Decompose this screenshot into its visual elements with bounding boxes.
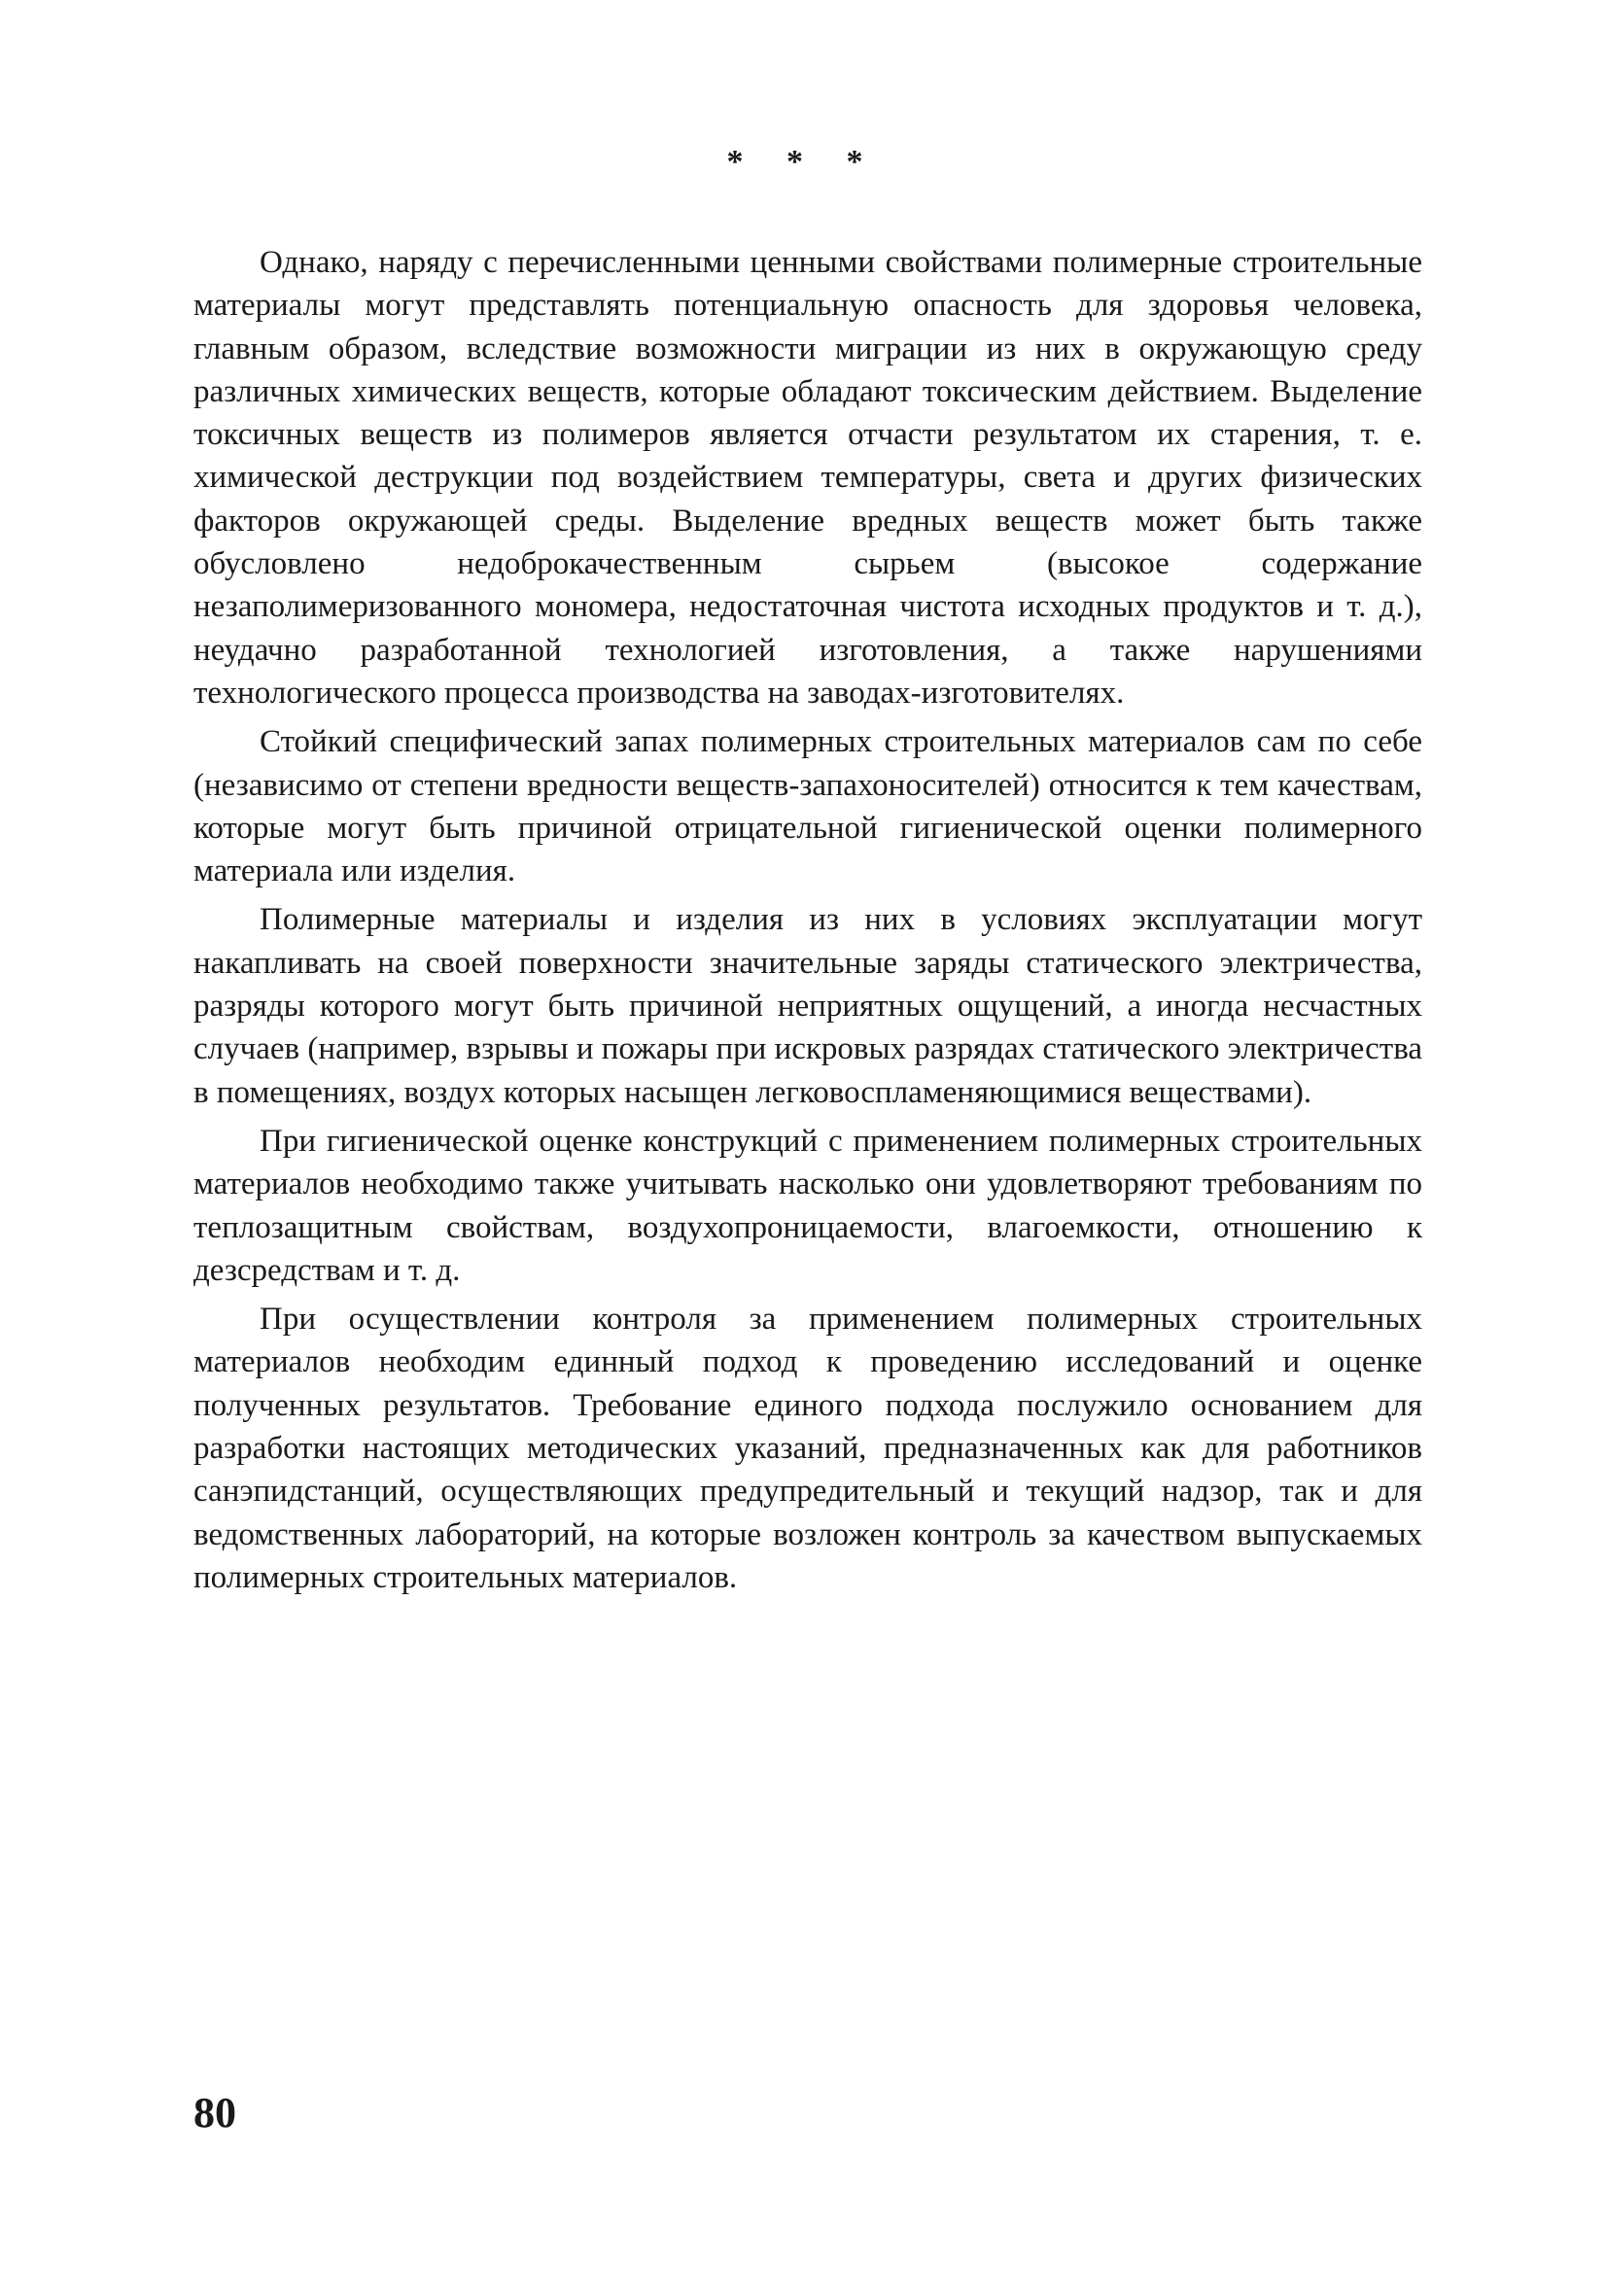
section-separator: * * * [726, 144, 881, 180]
paragraph-2: Стойкий специфический запах полимерных строительных материалов сам по себе (независимо от степени вредности веществ-запахоносителей) относится к тем качествам, которые могут быть причиной отрицательной гигиенической оценки полимерного материала или изделия. [193, 724, 1422, 889]
paragraph-1: Однако, наряду с перечисленными ценными свойствами полимерные строительные материалы могут представлять потенциальную опасность для здоровья человека, главным образом, вследствие возможности миграции из них в окружающую среду различных химических веществ, которые обладают токсическим действием. Выделение токсичных веществ из полимеров является отчасти результатом их старения, т. е. химической деструкции под воздействием температуры, света и других физических факторов окружающей среды. Выделение вредных веществ может быть также обусловлено недоброкачественным сырьем (высокое содержание незаполимеризованного мономера, недостаточная чистота исходных продуктов и т. д.), неудачно разработанной технологией изготовления, а также нарушениями технологического процесса производства на заводах-изготовителях. [193, 245, 1422, 711]
paragraph-5: При осуществлении контроля за применением полимерных строительных материалов необходим единный подход к проведению исследований и оценке полученных результатов. Требование единого подхода послужило основанием для разработки настоящих методических указаний, предназначенных как для работников санэпидстанций, осуществляющих предупредительный и текущий надзор, так и для ведомственных лабораторий, на которые возложен контроль за качеством выпускаемых полимерных строительных материалов. [193, 1302, 1422, 1595]
page-number: 80 [193, 2089, 236, 2137]
paragraph-3: Полимерные материалы и изделия из них в условиях эксплуатации могут накапливать на своей поверхности значительные заряды статического электричества, разряды которого могут быть причиной неприятных ощущений, а иногда несчастных случаев (например, взрывы и пожары при искровых разрядах статического электричества в помещениях, воздух которых насыщен легковоспламеняющимися веществами). [193, 902, 1422, 1110]
paragraph-4: При гигиенической оценке конструкций с применением полимерных строительных материалов необходимо также учитывать насколько они удовлетворяют требованиям по теплозащитным свойствам, воздухопроницаемости, влагоемкости, отношению к дезсредствам и т. д. [193, 1123, 1422, 1288]
body-text [193, 241, 1422, 1599]
